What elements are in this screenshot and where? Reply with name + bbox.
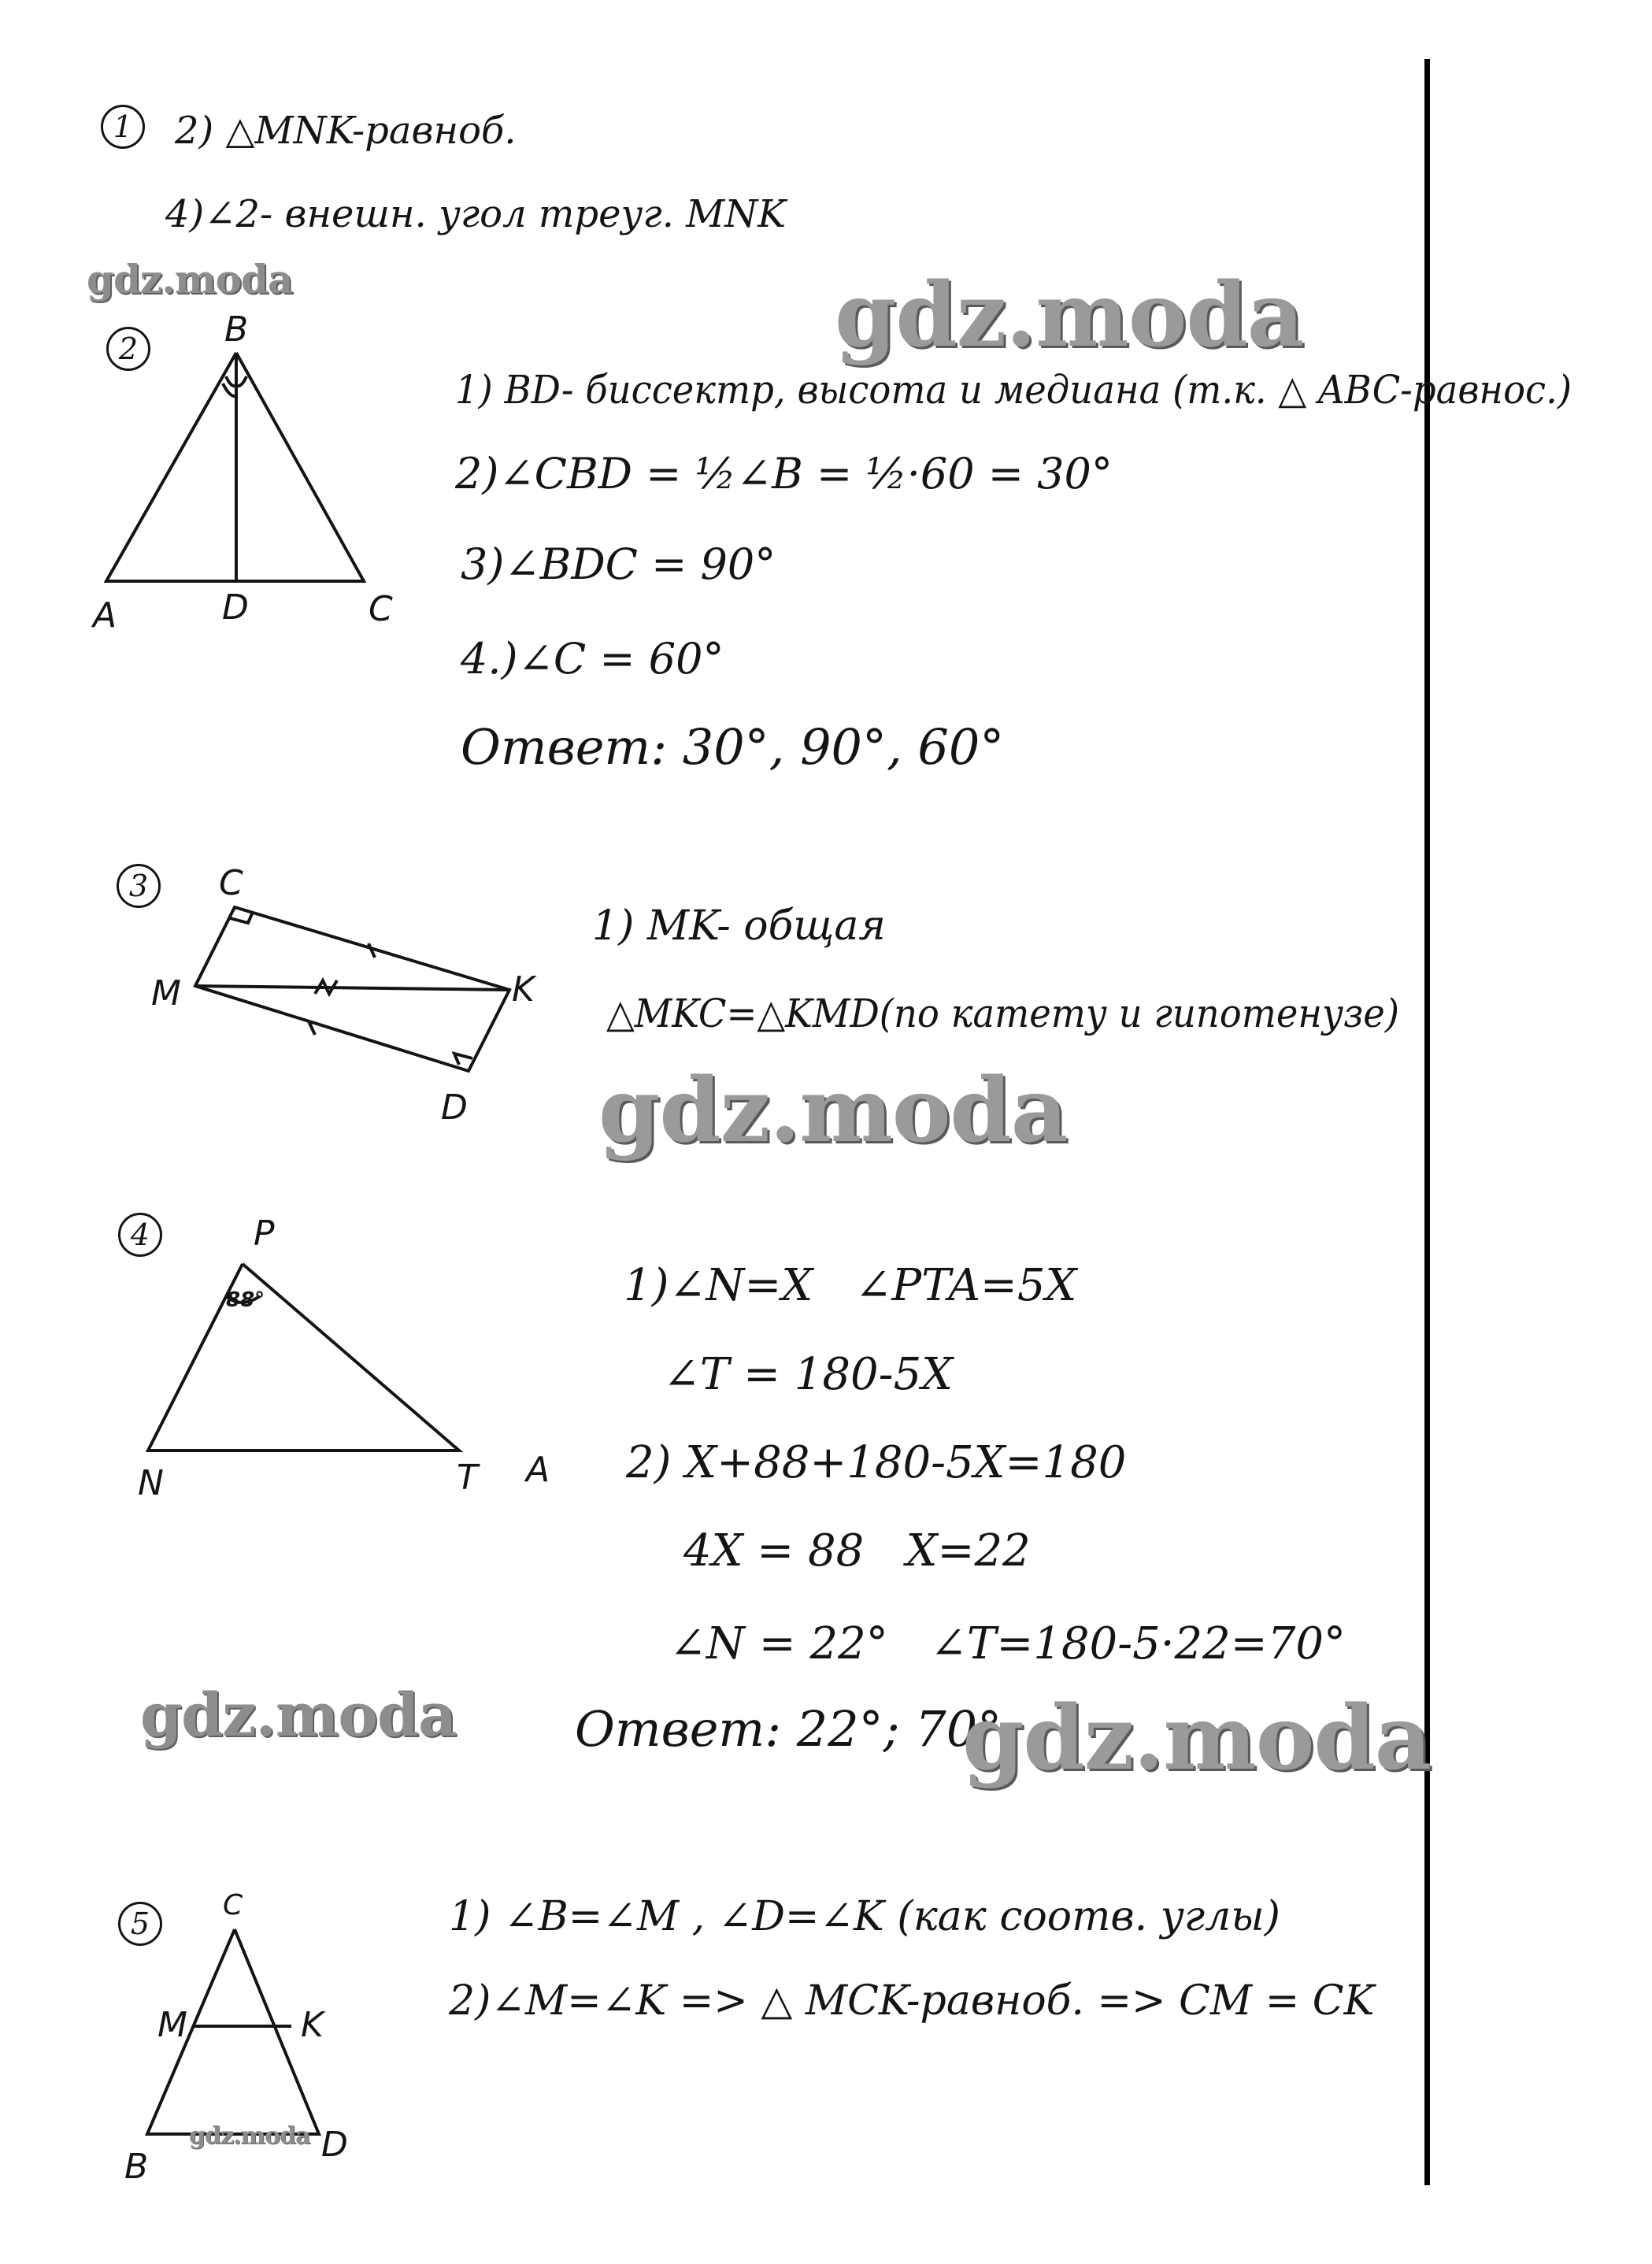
problem-4-line-3: 2) X+88+180-5X=180 <box>626 1437 1127 1488</box>
angle-88-label: 88° <box>226 1288 265 1312</box>
label-p: P <box>254 1214 275 1254</box>
problem-2-number: 2 <box>106 327 150 371</box>
triangle-abc <box>106 353 364 581</box>
problem-4-line-5: ∠N = 22° ∠T=180-5·22=70° <box>669 1618 1346 1669</box>
label-k: K <box>512 969 535 1010</box>
label-c: C <box>369 589 393 629</box>
problem-2-line-2: 2)∠CBD = ½∠B = ½·60 = 30° <box>455 449 1113 498</box>
problem-3-line-1: 1) MK- общая <box>592 902 886 950</box>
label-d: D <box>441 1088 468 1128</box>
problem-2-line-1: 1) BD- биссектр, высота и медиана (т.к. △ ABC-равнос.) <box>455 367 1572 413</box>
problem-4-answer: Ответ: 22°; 70° <box>575 1700 1002 1758</box>
problem-1-number: 1 <box>101 105 145 149</box>
problem-1-line-2: 4)∠2- внешн. угол треуг. MNK <box>165 192 787 236</box>
figure-mckd <box>195 907 509 1071</box>
label-b: B <box>224 309 249 350</box>
problem-5-line-2: 2)∠M=∠K => △ MCK-равноб. => CM = CK <box>449 1977 1375 2025</box>
label-b: B <box>124 2147 149 2187</box>
problem-4-line-1: 1)∠N=X ∠PTA=5X <box>624 1260 1077 1311</box>
label-a: A <box>93 595 117 635</box>
watermark: gdz.moda <box>189 2122 310 2150</box>
problem-2-answer: Ответ: 30°, 90°, 60° <box>461 718 1005 776</box>
problem-5-line-1: 1) ∠B=∠M , ∠D=∠K (как соотв. углы) <box>449 1893 1280 1940</box>
label-n: N <box>138 1463 164 1503</box>
label-c: C <box>219 863 243 903</box>
label-d: D <box>222 587 249 628</box>
watermark: gdz.moda <box>835 264 1304 367</box>
watermark: gdz.moda <box>962 1687 1432 1790</box>
watermark: gdz.moda <box>598 1059 1068 1162</box>
problem-1-line-1: 2) △MNK-равноб. <box>175 109 517 153</box>
problem-4-line-4: 4X = 88 X=22 <box>683 1525 1031 1577</box>
label-t: T <box>457 1458 478 1498</box>
problem-4-number: 4 <box>118 1213 162 1257</box>
problem-2-line-3: 3)∠BDC = 90° <box>461 539 776 589</box>
label-d: D <box>321 2125 348 2165</box>
problem-2-line-4: 4.)∠C = 60° <box>461 634 724 684</box>
problem-4-line-2: ∠T = 180-5X <box>663 1349 954 1400</box>
watermark: gdz.moda <box>87 256 293 302</box>
label-m: M <box>151 973 181 1013</box>
problem-3-number: 3 <box>117 864 161 908</box>
triangle-pnt <box>148 1264 459 1451</box>
label-k: K <box>301 2005 324 2045</box>
label-m: M <box>157 2005 187 2045</box>
label-a: A <box>526 1450 550 1490</box>
watermark: gdz.moda <box>140 1680 457 1750</box>
problem-3-line-2: △MKC=△KMD(по катету и гипотенузе) <box>606 991 1399 1036</box>
label-c: C <box>223 1889 243 1921</box>
problem-5-number: 5 <box>118 1902 162 1946</box>
